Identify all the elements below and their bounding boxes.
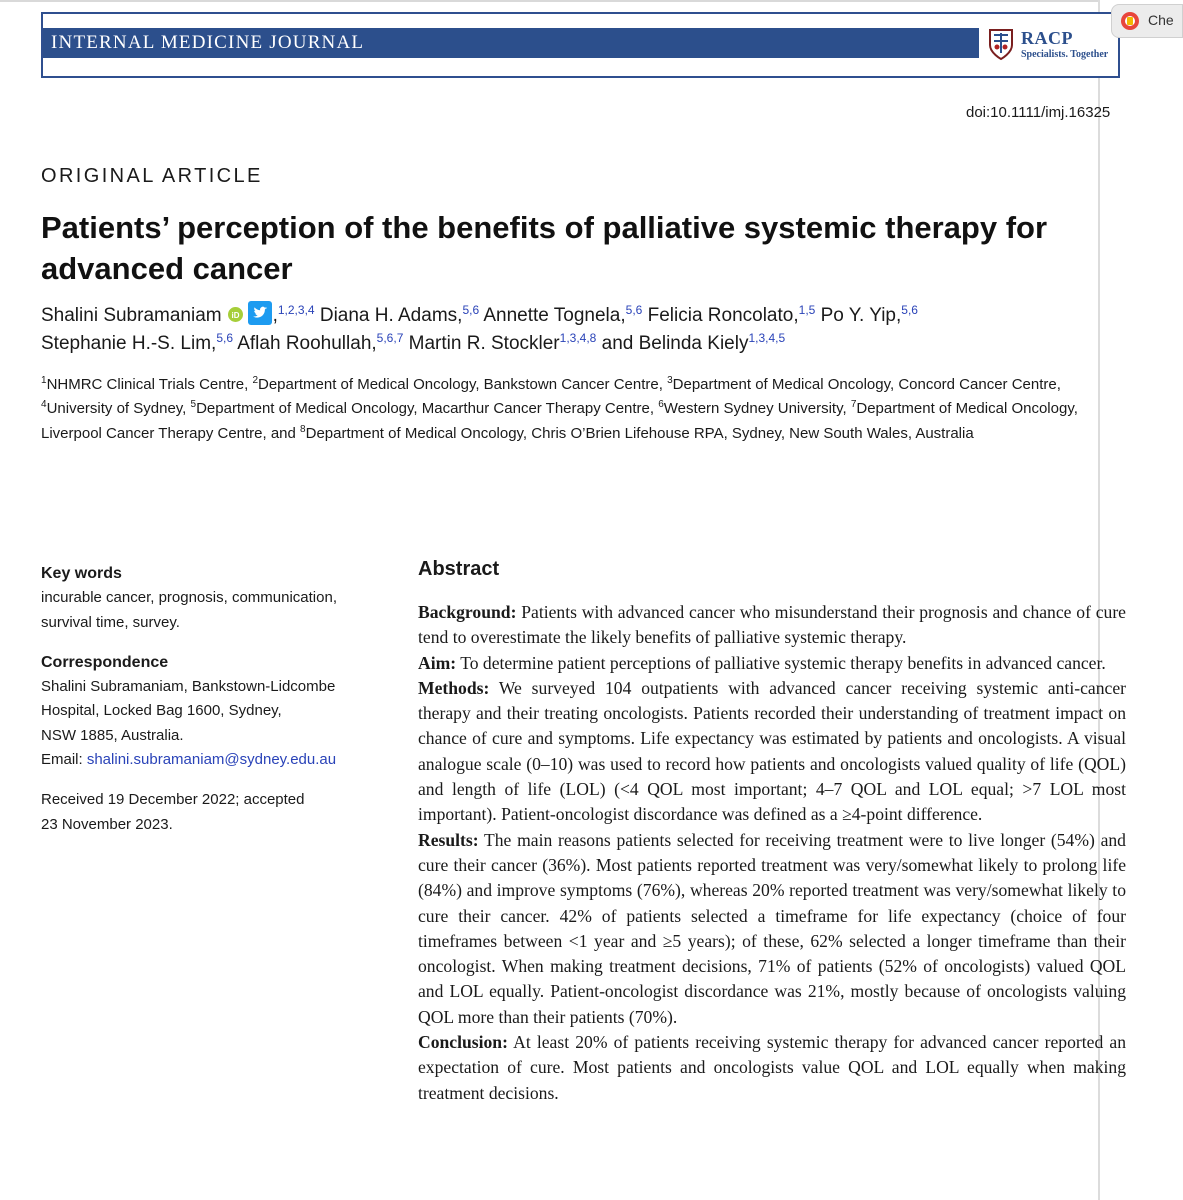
racp-logo-text: RACP xyxy=(1021,28,1073,48)
email-link[interactable]: shalini.subramaniam@sydney.edu.au xyxy=(86,751,337,769)
abstract-section-label: Background: xyxy=(418,602,517,622)
twitter-icon[interactable] xyxy=(248,301,272,325)
abstract-section-label: Methods: xyxy=(418,677,490,698)
affiliation-text: Department of Medical Oncology, Liverpool Cancer Therapy Centre, and xyxy=(41,400,1078,442)
correspondence-block xyxy=(41,651,381,772)
correspondence-line: NSW 1885, Australia. xyxy=(41,726,184,744)
racp-logo[interactable] xyxy=(987,25,1117,65)
author-name: Annette Tognela, xyxy=(483,305,626,326)
author[interactable] xyxy=(237,333,403,354)
extension-icon xyxy=(1120,11,1140,31)
affiliation-text: Western Sydney University, xyxy=(663,400,851,418)
abstract-section-text: To determine patient perceptions of palliative systemic therapy benefits in advanced cancer. xyxy=(460,652,1106,673)
abstract-section-text: At least 20% of patients receiving systemic therapy for advanced cancer reported an expectation of cure. Most patients and oncologists value QOL and LOL equally when making treatment decisions. xyxy=(418,1032,1126,1103)
correspondence-heading: Correspondence xyxy=(41,653,169,671)
author[interactable] xyxy=(320,305,479,326)
affiliation-ref[interactable]: 5,6,7 xyxy=(376,331,404,345)
svg-text:iD: iD xyxy=(231,310,240,320)
page-top-border xyxy=(0,0,1100,2)
author-name: Martin R. Stockler xyxy=(408,333,560,354)
author-name: Aflah Roohullah, xyxy=(237,333,377,354)
abstract-section-label: Aim: xyxy=(418,652,457,673)
affiliation-text: Department of Medical Oncology, Chris O’Brien Lifehouse RPA, Sydney, New South Wales, Australia xyxy=(305,424,974,442)
browser-extension-chip[interactable] xyxy=(1111,4,1183,38)
author[interactable] xyxy=(41,333,233,354)
abstract-section-text: Patients with advanced cancer who misunderstand their prognosis and chance of cure tend to overestimate the likely benefits of palliative systemic therapy. xyxy=(418,602,1126,648)
received-block xyxy=(41,788,381,837)
banner-divider xyxy=(979,28,985,58)
affiliation-number: 7 xyxy=(850,399,857,411)
article-section-label: ORIGINAL ARTICLE xyxy=(41,165,263,187)
correspondence-email xyxy=(41,748,381,772)
keywords-block xyxy=(41,562,381,635)
affiliation-number: 1 xyxy=(41,375,47,386)
abstract-conclusion xyxy=(418,1030,1126,1106)
keywords-text: incurable cancer, prognosis, communication, survival time, survey. xyxy=(41,589,337,631)
author-name: Stephanie H.-S. Lim, xyxy=(41,333,217,354)
affiliation-ref[interactable]: 5,6 xyxy=(901,303,918,317)
affiliation-ref[interactable]: 5,6 xyxy=(625,303,643,317)
keywords-heading: Key words xyxy=(41,565,122,582)
author[interactable] xyxy=(648,305,816,326)
abstract-section-text: The main reasons patients selected for receiving treatment were to live longer (54%) and cure their cancer (36%). Most patients reported treatment was very/somewhat likely to prolong life (84%) and improve symptoms (76%), whereas 20% reported treatment was very/somewhat likely to cure their cancer. 42% of patients selected a timeframe for life expectancy (choice of four timeframes between <1 year and ≥5 years); of these, 62% selected a longer timeframe than their oncologist. When making treatment decisions, 71% of patients (52% of oncologists) valued QOL and LOL equally. Patient-oncologist discordance was 21%, mostly because of oncologists valuing QOL more than their patients (70%). xyxy=(418,829,1126,1027)
abstract-results xyxy=(418,828,1126,1030)
affiliation-ref[interactable]: 5,6 xyxy=(216,331,233,345)
author-name: Diana H. Adams, xyxy=(319,305,463,326)
affiliations xyxy=(41,373,1116,446)
affiliation-number: 6 xyxy=(658,399,664,411)
affiliation-number: 2 xyxy=(252,375,258,386)
correspondence-line: Shalini Subramaniam, Bankstown-Lidcombe xyxy=(41,678,336,696)
abstract-body xyxy=(418,600,1126,1106)
affiliation-number: 3 xyxy=(667,375,673,386)
affiliation-number: 5 xyxy=(190,399,197,411)
received-line: 23 November 2023. xyxy=(41,815,173,833)
affiliation-ref[interactable]: 1,3,4,8 xyxy=(559,331,597,345)
author-name: and Belinda Kiely xyxy=(601,333,749,354)
abstract-heading: Abstract xyxy=(418,558,500,580)
author[interactable] xyxy=(602,333,786,354)
journal-banner xyxy=(41,12,1120,78)
journal-name: INTERNAL MEDICINE JOURNAL xyxy=(43,28,983,58)
email-label: Email: xyxy=(41,751,87,769)
affiliation-ref[interactable]: 5,6 xyxy=(462,303,480,317)
racp-crest-icon xyxy=(987,27,1015,61)
received-line: Received 19 December 2022; accepted xyxy=(41,791,305,809)
author[interactable] xyxy=(409,333,597,354)
author-list xyxy=(41,301,1121,358)
affiliation-text: Department of Medical Oncology, Bankstown Cancer Centre, xyxy=(258,376,668,393)
abstract-background xyxy=(418,600,1126,651)
racp-logo-tagline: Specialists. Together xyxy=(1021,49,1109,60)
affiliation-text: Department of Medical Oncology, Macarthur Cancer Therapy Centre, xyxy=(196,400,659,418)
orcid-icon[interactable] xyxy=(228,307,243,322)
affiliation-ref[interactable]: 1,2,3,4 xyxy=(277,303,315,317)
affiliation-ref[interactable]: 1,3,4,5 xyxy=(748,331,786,345)
abstract-methods xyxy=(418,676,1126,828)
abstract-aim xyxy=(418,651,1126,676)
author[interactable] xyxy=(483,305,642,326)
author-name: Po Y. Yip, xyxy=(820,305,902,326)
article-sidebar xyxy=(41,562,381,853)
article-doi[interactable]: doi:10.1111/imj.16325 xyxy=(966,104,1111,121)
abstract-section-label: Conclusion: xyxy=(418,1032,508,1053)
affiliation-text: Department of Medical Oncology, Concord Cancer Centre, xyxy=(672,376,1061,393)
author[interactable]: Shalini Subramaniam iD ,$^{1,2,3,4}$ xyxy=(41,303,315,326)
affiliation-text: NHMRC Clinical Trials Centre, xyxy=(46,376,253,393)
affiliation-number: 4 xyxy=(41,399,47,411)
article-title: Patients’ perception of the benefits of palliative systemic therapy for advanced cancer xyxy=(41,210,1048,286)
author-name: Shalini Subramaniam xyxy=(41,305,222,326)
affiliation-text: University of Sydney, xyxy=(46,400,191,418)
abstract-section-label: Results: xyxy=(418,829,479,850)
affiliation-number: 8 xyxy=(300,423,306,435)
author[interactable] xyxy=(821,305,918,326)
author-name: Felicia Roncolato, xyxy=(647,305,799,326)
correspondence-line: Hospital, Locked Bag 1600, Sydney, xyxy=(41,702,282,720)
affiliation-ref[interactable]: 1,5 xyxy=(798,303,816,317)
extension-chip-label: Che xyxy=(1148,12,1174,28)
abstract-section-text: We surveyed 104 outpatients with advanced cancer receiving systemic anti-cancer therapy and their treating oncologists. Patients recorded their understanding of treatment impact on chance of cure and symptoms. Life expectancy was estimated by patients and oncologists. A visual analogue scale (0–10) was used to record how patients and oncologists valued quality of life (QOL) and length of life (LOL) (<4 QOL most important; 4–7 QOL and LOL equal; >7 LOL most important). Patient-oncologist discordance was defined as a ≥4-point difference. xyxy=(418,677,1126,825)
